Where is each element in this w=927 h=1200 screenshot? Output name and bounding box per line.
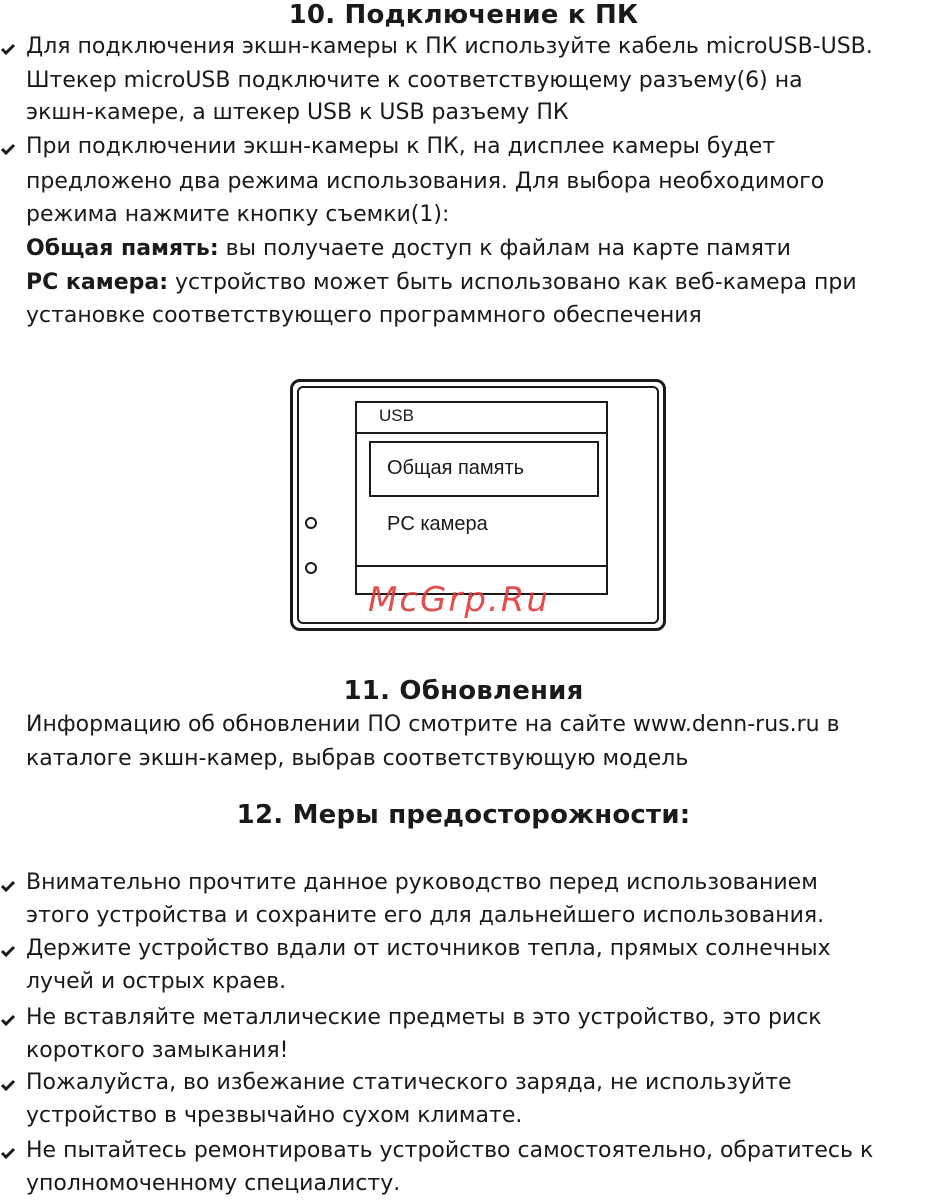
- precaution-2-line1: Держите устройство вдали от источников тепла, прямых солнечных: [26, 936, 831, 961]
- screen-title: USB: [379, 406, 414, 425]
- bullet2-line3: режима нажмите кнопку съемки(1):: [26, 202, 450, 227]
- precaution-1-line1: Внимательно прочтите данное руководство перед использованием: [26, 870, 818, 895]
- check-icon: [0, 945, 16, 957]
- check-icon: [0, 143, 16, 155]
- check-icon: [0, 1147, 16, 1159]
- option-general-memory-label: Общая память: [387, 457, 525, 479]
- camera-button-dot: [305, 562, 317, 574]
- check-icon: [0, 880, 16, 892]
- mode2-label: PC камера:: [26, 270, 169, 295]
- mode2-line2: установке соответствующего программного обеспечения: [26, 303, 702, 328]
- check-icon: [0, 43, 16, 55]
- option-pc-camera[interactable]: PC камера: [387, 513, 488, 535]
- option-general-memory[interactable]: [369, 441, 599, 497]
- check-icon: [0, 1079, 16, 1091]
- section-12-title: 12. Меры предосторожности:: [236, 800, 691, 830]
- screen-title-bar: [357, 403, 606, 434]
- updates-line1: Информацию об обновлении ПО смотрите на сайте www.denn-rus.ru в: [26, 712, 840, 737]
- camera-button-dot: [305, 517, 317, 529]
- watermark: McGrp.Ru: [368, 580, 550, 620]
- bullet2-line1: При подключении экшн-камеры к ПК, на дисплее камеры будет: [26, 134, 776, 159]
- updates-line2: каталоге экшн-камер, выбрав соответствующую модель: [26, 746, 689, 771]
- camera-screen: [355, 401, 608, 595]
- precaution-5-line2: уполномоченному специалисту.: [26, 1171, 401, 1196]
- mode1-text: вы получаете доступ к файлам на карте памяти: [218, 236, 791, 261]
- bullet2-line2: предложено два режима использования. Для выбора необходимого: [26, 169, 825, 194]
- precaution-1-line2: этого устройства и сохраните его для дальнейшего использования.: [26, 903, 825, 928]
- check-icon: [0, 1014, 16, 1026]
- precaution-4-line2: устройство в чрезвычайно сухом климате.: [26, 1103, 523, 1128]
- precaution-2-line2: лучей и острых краев.: [26, 969, 287, 994]
- mode2-text: устройство может быть использовано как веб-камера при: [168, 270, 857, 295]
- mode1-line: [26, 235, 791, 263]
- bullet1-line2: Штекер microUSB подключите к соответствующему разъему(6) на: [26, 68, 803, 93]
- mode2-line: [26, 269, 857, 297]
- precaution-3-line1: Не вставляйте металлические предметы в это устройство, это риск: [26, 1005, 822, 1030]
- section-11-title: 11. Обновления: [343, 676, 584, 706]
- bullet1-line3: экшн-камере, а штекер USB к USB разъему ПК: [26, 100, 569, 125]
- section-10-title: 10. Подключение к ПК: [288, 0, 639, 30]
- mode1-label: Общая память:: [26, 236, 219, 261]
- precaution-5-line1: Не пытайтесь ремонтировать устройство самостоятельно, обратитесь к: [26, 1138, 874, 1163]
- bullet1-line1: Для подключения экшн-камеры к ПК используйте кабель microUSB-USB.: [26, 34, 873, 59]
- precaution-4-line1: Пожалуйста, во избежание статического заряда, не используйте: [26, 1070, 792, 1095]
- precaution-3-line2: короткого замыкания!: [26, 1038, 289, 1063]
